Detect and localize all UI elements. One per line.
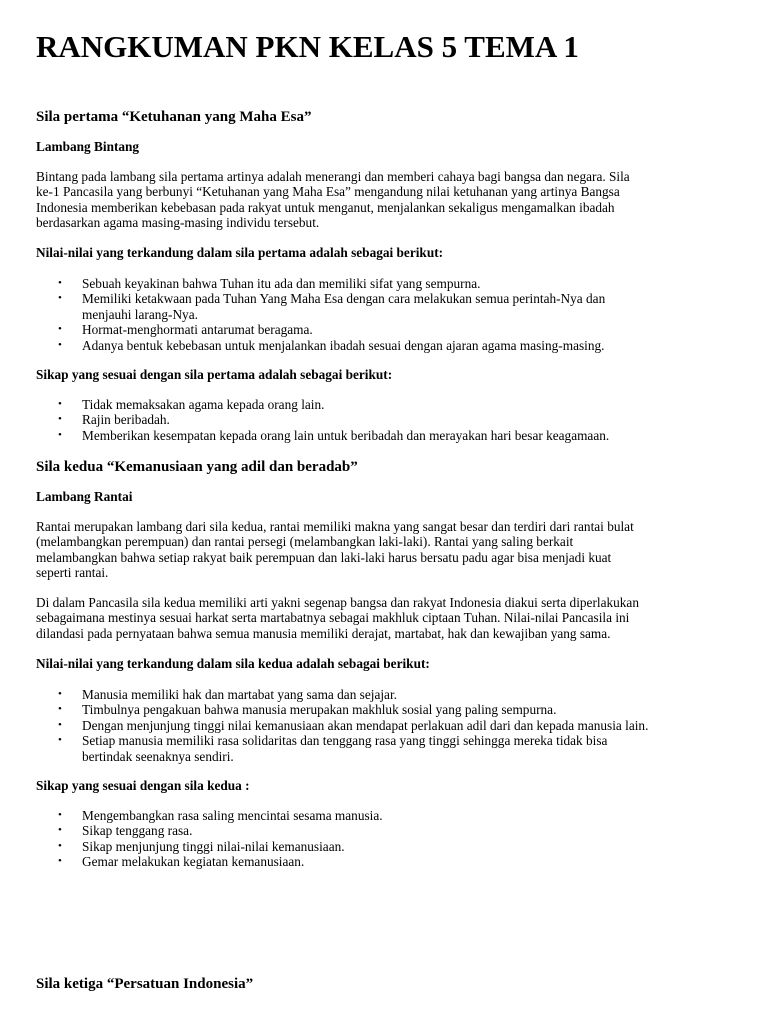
list-item-text: Gemar melakukan kegiatan kemanusiaan.	[82, 854, 305, 870]
list-item-text: Rajin beribadah.	[82, 412, 170, 428]
list-item	[36, 733, 736, 764]
list-item	[36, 808, 736, 823]
paragraph-line: ke-1 Pancasila yang berbunyi “Ketuhanan yang Maha Esa” mengandung nilai ketuhanan yang artinya Bangsa	[36, 184, 620, 200]
sila-2-lambang-heading: Lambang Rantai	[36, 489, 133, 504]
sila-1-lambang-heading: Lambang Bintang	[36, 139, 140, 154]
paragraph-line: seperti rantai.	[36, 565, 109, 581]
bullet-icon: •	[58, 855, 62, 868]
list-item	[36, 854, 736, 869]
paragraph-line: berdasarkan agama masing-masing individu tersebut.	[36, 215, 320, 231]
paragraph-line: sebagaimana mestinya sesuai harkat serta martabatnya sebagai makhluk ciptaan Tuhan. Nilai-nilai Pancasila ini	[36, 610, 630, 626]
bullet-icon: •	[58, 703, 62, 716]
bullet-icon: •	[58, 323, 62, 336]
bullet-icon: •	[58, 718, 62, 731]
sila-1-nilai-heading: Nilai-nilai yang terkandung dalam sila pertama adalah sebagai berikut:	[36, 245, 444, 260]
list-item	[36, 823, 736, 838]
paragraph-line: Di dalam Pancasila sila kedua memiliki arti yakni segenap bangsa dan rakyat Indonesia diakui serta diperlakukan	[36, 595, 639, 610]
paragraph-line: (melambangkan perempuan) dan rantai persegi (melambangkan laki-laki). Rantai yang saling berkait	[36, 534, 574, 550]
list-item	[36, 276, 736, 291]
bullet-icon: •	[58, 277, 62, 289]
list-item-text: Sebuah keyakinan bahwa Tuhan itu ada dan memiliki sifat yang sempurna.	[82, 276, 481, 291]
sila-1-sikap-heading: Sikap yang sesuai dengan sila pertama adalah sebagai berikut:	[36, 367, 393, 382]
list-item-text: Sikap menjunjung tinggi nilai-nilai kemanusiaan.	[82, 838, 345, 854]
paragraph-line: dilandasi pada pernyataan bahwa semua manusia memiliki derajat, martabat, hak dan kewajiban yang sama.	[36, 625, 611, 641]
paragraph-line: Rantai merupakan lambang dari sila kedua, rantai memiliki makna yang sangat besar dan terdiri dari rantai bulat	[36, 519, 634, 534]
list-item	[36, 412, 736, 427]
sila-2-nilai-heading: Nilai-nilai yang terkandung dalam sila kedua adalah sebagai berikut:	[36, 656, 430, 671]
list-item	[36, 702, 736, 717]
list-item-text: Memiliki ketakwaan pada Tuhan Yang Maha Esa dengan cara melakukan semua perintah-Nya dan	[82, 291, 606, 307]
list-item	[36, 338, 736, 353]
sila-1-sikap-list	[36, 397, 736, 443]
list-item	[36, 428, 736, 443]
list-item-text: bertindak seenaknya sendiri.	[82, 748, 234, 764]
bullet-icon: •	[58, 398, 62, 410]
sila-2-paragraph-2	[36, 595, 736, 641]
sila-1-heading: Sila pertama “Ketuhanan yang Maha Esa”	[36, 109, 312, 125]
list-item-text: Hormat-menghormati antarumat beragama.	[82, 322, 313, 338]
bullet-icon: •	[58, 809, 62, 821]
list-item	[36, 397, 736, 412]
list-item	[36, 322, 736, 337]
bullet-icon: •	[58, 413, 62, 426]
list-item	[36, 687, 736, 702]
bullet-icon: •	[58, 824, 62, 837]
paragraph-line: melambangkan bahwa setiap rakyat baik perempuan dan laki-laki harus bersatu padu agar bisa menjadi kuat	[36, 549, 612, 565]
sila-2-paragraph-1	[36, 519, 736, 581]
list-item-text: Timbulnya pengakuan bahwa manusia merupakan makhluk sosial yang paling sempurna.	[82, 702, 557, 718]
list-item-text: Mengembangkan rasa saling mencintai sesama manusia.	[82, 808, 383, 823]
sila-1-paragraph	[36, 169, 736, 231]
sila-3-heading: Sila ketiga “Persatuan Indonesia”	[36, 976, 254, 992]
list-item-text: Manusia memiliki hak dan martabat yang sama dan sejajar.	[82, 687, 397, 702]
list-item	[36, 718, 736, 733]
paragraph-line: Bintang pada lambang sila pertama artinya adalah menerangi dan memberi cahaya bagi bangsa dan negara. Sila	[36, 169, 630, 184]
document-title: RANGKUMAN PKN KELAS 5 TEMA 1	[36, 29, 579, 64]
list-item	[36, 839, 736, 854]
list-item-text: Setiap manusia memiliki rasa solidaritas dan tenggang rasa yang tinggi sehingga mereka tidak bisa	[82, 733, 608, 749]
bullet-icon: •	[58, 338, 62, 351]
bullet-icon: •	[58, 688, 62, 700]
sila-2-heading: Sila kedua “Kemanusiaan yang adil dan beradab”	[36, 459, 358, 475]
bullet-icon: •	[58, 292, 62, 305]
bullet-icon: •	[58, 428, 62, 441]
list-item	[36, 291, 736, 322]
bullet-icon: •	[58, 734, 62, 747]
list-item-text: menjauhi larang-Nya.	[82, 306, 198, 322]
list-item-text: Memberikan kesempatan kepada orang lain untuk beribadah dan merayakan hari besar keagamaan.	[82, 427, 610, 443]
sila-1-nilai-list	[36, 276, 736, 353]
list-item-text: Sikap tenggang rasa.	[82, 823, 193, 839]
list-item-text: Tidak memaksakan agama kepada orang lain.	[82, 397, 325, 412]
sila-2-sikap-heading: Sikap yang sesuai dengan sila kedua :	[36, 778, 250, 793]
sila-2-sikap-list	[36, 808, 736, 870]
sila-2-nilai-list	[36, 687, 736, 764]
list-item-text: Dengan menjunjung tinggi nilai kemanusiaan akan mendapat perlakuan adil dari dan kepada manusia lain.	[82, 717, 649, 733]
paragraph-line: Indonesia memberikan kebebasan pada rakyat untuk menganut, menjalankan sekaligus mengamalkan ibadah	[36, 199, 615, 215]
list-item-text: Adanya bentuk kebebasan untuk menjalankan ibadah sesuai dengan ajaran agama masing-masing.	[82, 337, 605, 353]
bullet-icon: •	[58, 839, 62, 852]
